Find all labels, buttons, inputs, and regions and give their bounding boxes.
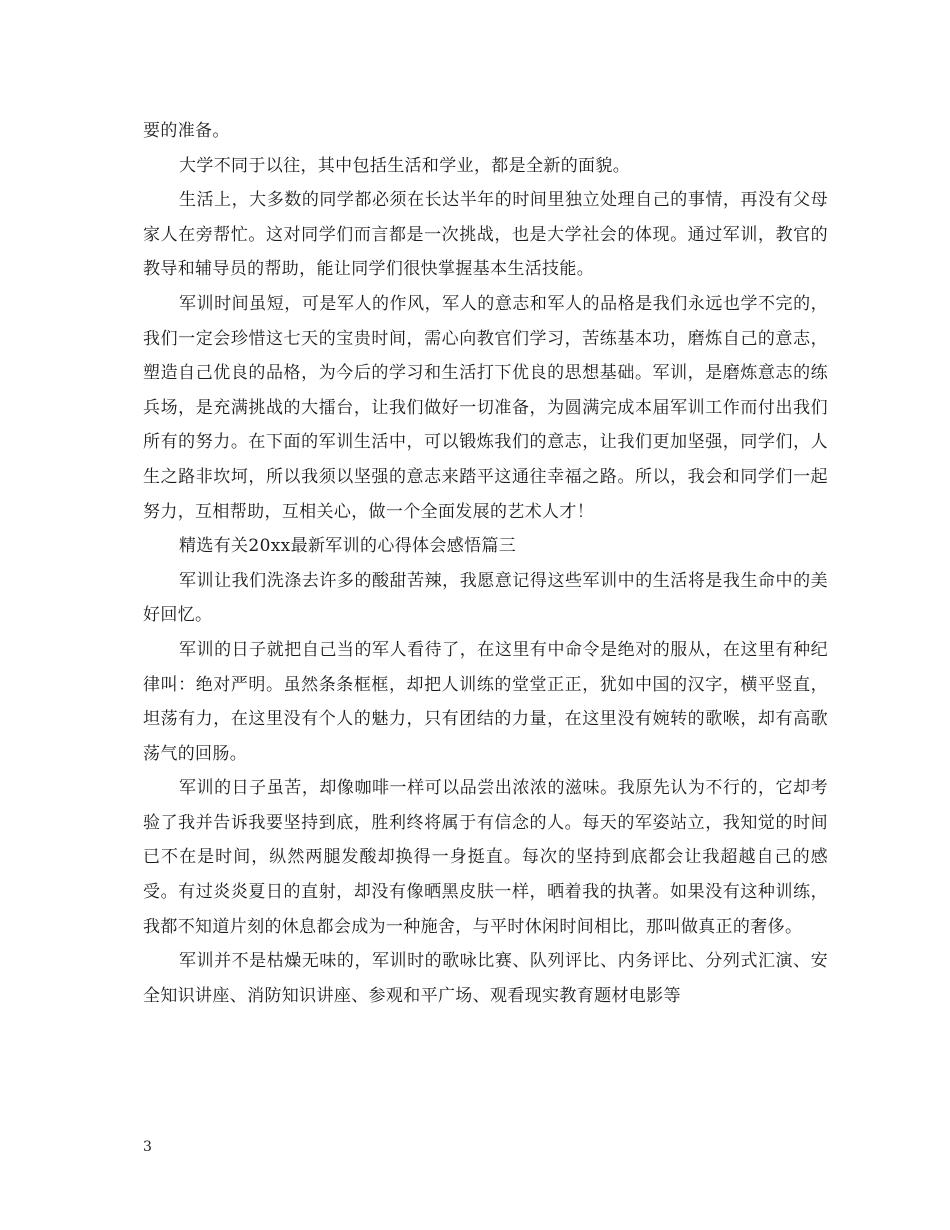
section-heading: 精选有关20xx最新军训的心得体会感悟篇三 <box>179 536 517 557</box>
page-number: 3 <box>143 1139 152 1155</box>
paragraph: 军训的日子就把自己当的军人看待了，在这里有中命令是绝对的服从，在这里有种纪律叫：绝对严明。虽然条条框框，却把人训练的堂堂正正，犹如中国的汉字，横平竖直，坦荡有力，在这里没有个人的魅力，只有团结的力量，在这里没有婉转的歌喉，却有高歌荡气的回肠。 <box>143 639 828 764</box>
paragraph: 军训让我们洗涤去许多的酸甜苦辣，我愿意记得这些军训中的生活将是我生命中的美好回忆。 <box>143 570 828 626</box>
paragraph: 军训时间虽短，可是军人的作风，军人的意志和军人的品格是我们永远也学不完的，我们一定会珍惜这七天的宝贵时间，需心向教官们学习，苦练基本功，磨炼自己的意志，塑造自己优良的品格，为今后的学习和生活打下优良的思想基础。军训，是磨炼意志的练兵场，是充满挑战的大擂台，让我们做好一切准备，为圆满完成本届军训工作而付出我们所有的努力。在下面的军训生活中，可以锻炼我们的意志，让我们更加坚强，同学们，人生之路非坎坷，所以我须以坚强的意志来踏平这通往幸福之路。所以，我会和同学们一起努力，互相帮助，互相关心，做一个全面发展的艺术人才！ <box>143 293 828 522</box>
paragraph: 军训的日子虽苦，却像咖啡一样可以品尝出浓浓的滋味。我原先认为不行的，它却考验了我并告诉我要坚持到底，胜利终将属于有信念的人。每天的军姿站立，我知觉的时间已不在是时间，纵然两腿发酸却换得一身挺直。每次的坚持到底都会让我超越自己的感受。有过炎炎夏日的直射，却没有像晒黑皮肤一样，晒着我的执著。如果没有这种训练，我都不知道片刻的休息都会成为一种施舍，与平时休闲时间相比，那叫做真正的奢侈。 <box>143 778 828 937</box>
paragraph: 大学不同于以往，其中包括生活和学业，都是全新的面貌。 <box>179 155 631 176</box>
paragraph: 军训并不是枯燥无味的，军训时的歌咏比赛、队列评比、内务评比、分列式汇演、安全知识讲座、消防知识讲座、参观和平广场、观看现实教育题材电影等 <box>143 951 828 1006</box>
document-body <box>143 114 828 1013</box>
paragraph: 生活上，大多数的同学都必须在长达半年的时间里独立处理自己的事情，再没有父母家人在旁帮忙。这对同学们而言都是一次挑战，也是大学社会的体现。通过军训，教官的教导和辅导员的帮助，能让同学们很快掌握基本生活技能。 <box>143 190 828 280</box>
paragraph: 要的准备。 <box>143 121 230 141</box>
